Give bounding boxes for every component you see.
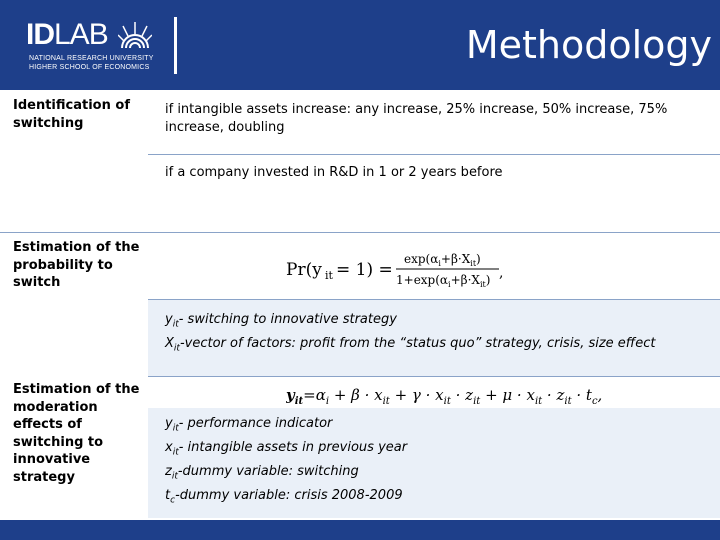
footer-bar [0,520,720,540]
logo-subtitle: NATIONAL RESEARCH UNIVERSITY HIGHER SCHOOL OF ECONOMICS [29,55,154,71]
identification-text-2: if a company invested in R&D in 1 or 2 years before [165,165,503,180]
probability-x-definition: $X_{it}$-vector of factors: profit from the “status quo” strategy, crisis, size effect [165,336,656,354]
identification-text-1: if intangible assets increase: any increase, 25% increase, 50% increase, 75% increase, doubling [165,102,668,135]
moderation-label: Estimation of the moderation effects of switching to innovative strategy [13,382,140,485]
probability-label: Estimation of the probability to switch [13,240,140,290]
svg-text:1+exp(αi+β·Xit): $1+\exp(\alpha_i+\beta\cdot X_{it})$ [396,273,491,289]
moderation-t-definition: $t_c$-dummy variable: crisis 2008-2009 [165,488,403,506]
identification-label: Identification of switching [13,98,130,131]
moderation-formula [286,380,606,410]
probability-y-definition: $y_{it}-$ switching to innovative strategy [165,312,397,330]
idlab-logo [26,18,166,78]
svg-text:it: it [325,269,333,282]
divider [0,232,720,233]
header-separator [174,17,177,74]
sun-icon [118,20,152,50]
probability-formula [286,246,511,294]
moderation-z-definition: $z_{it}$-dummy variable: switching [165,464,359,482]
svg-text:Pr(y: Pr(y [286,260,322,280]
divider [148,154,720,155]
divider [148,376,720,377]
header-bar [0,0,720,90]
svg-text:,: , [499,265,504,281]
moderation-x-definition: $x_{it}-$ intangible assets in previous year [165,440,408,458]
moderation-y-definition: $y_{it}-$ performance indicator [165,416,333,434]
page-title: Methodology [465,23,712,67]
svg-text:yit=αi + β · xit + γ · xit · z: $y_{it}=\alpha_i + \beta \cdot x_{it} + \gamma \cdot x_{it} \cdot z_{it} + \mu \cdot x_{it} \cdot z_{it} \cdot t_c$, [286,386,603,407]
svg-text:= 1) =: = 1) = [336,260,393,280]
logo-wordmark: IDLAB [26,18,108,51]
svg-text:exp(αi+β·Xit): $\exp(\alpha_i+\beta\cdot X_{it})$ [404,252,481,268]
